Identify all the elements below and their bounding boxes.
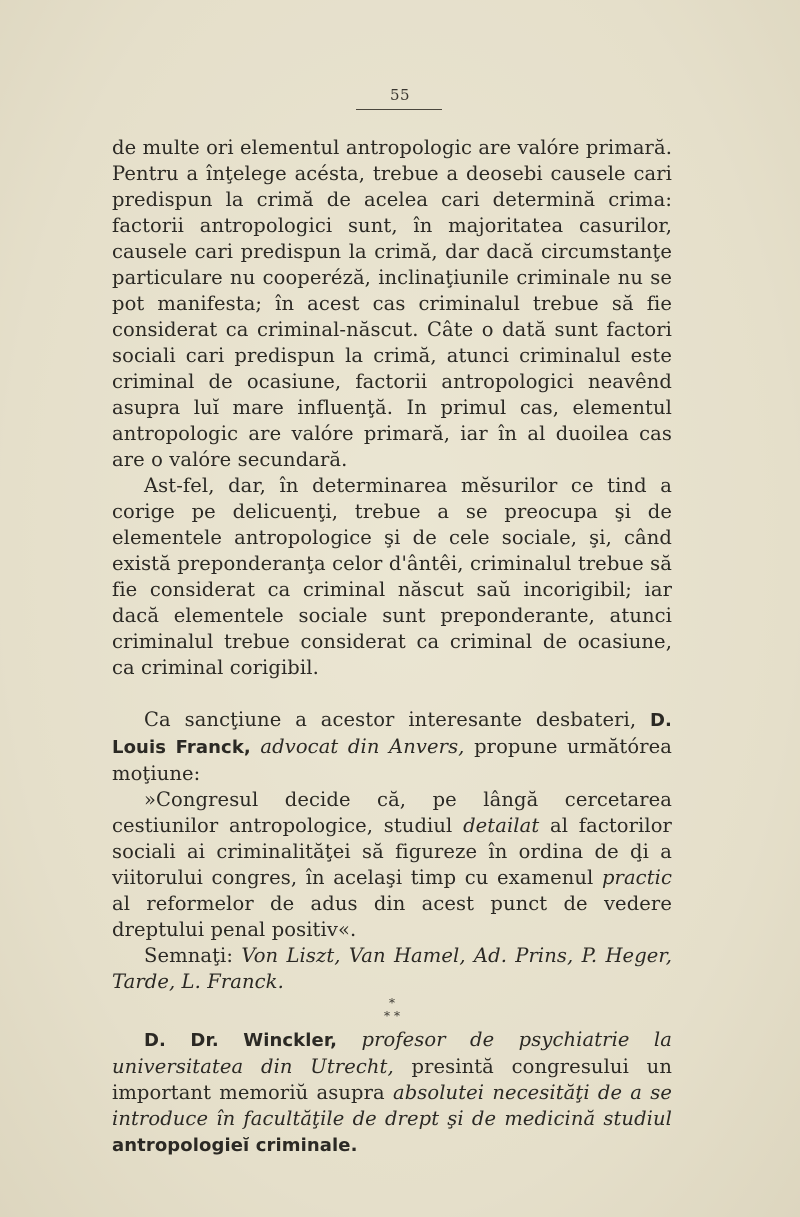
section-separator-stars <box>112 995 672 1027</box>
paragraph-2: Ast-fel, dar, în determinarea mĕsurilor ce tind a corige pe delicuenţi, trebue a se preocupa şi de elementele antropologice şi de cele sociale, şi, când există preponderanţa celor d'ântêi, criminalul trebue să fie considerat ca criminal născut saŭ incorigibil; iar dacă elementele sociale sunt preponderante, atunci criminalul trebue considerat ca criminal de ocasiune, ca criminal corigibil. <box>112 474 672 679</box>
header-rule <box>356 109 442 110</box>
winckler-text: presintă congresului un important memoriŭ asupra <box>112 1055 672 1104</box>
winckler-emphasis: absolutei necesităţi de a se introduce în facultăţile de drept şi de medicină studiul <box>112 1081 672 1130</box>
winckler-bold-end: antropologieĭ criminale. <box>112 1135 358 1156</box>
motion-text-part-b: al factorilor sociali ai criminalităţei să figureze în ordina de ḑi a viitorului congres, în acelaşi timp cu examenul <box>112 814 672 889</box>
person-name-franck: D. Louis Franck, <box>112 710 672 758</box>
motion-text-part-c: al reformelor de adus din acest punct de vedere dreptului penal positiv«. <box>112 892 672 941</box>
person-name-winckler: D. Dr. Winckler, <box>144 1030 338 1051</box>
paragraph-motion-text <box>112 787 672 943</box>
paragraph-motion-intro <box>112 707 672 787</box>
signatories-names: Von Liszt, Van Hamel, Ad. Prins, P. Heger, Tarde, L. Franck. <box>112 944 672 993</box>
star-top: * <box>388 996 396 1010</box>
paragraph-winckler <box>112 1027 672 1159</box>
paragraph-signatories <box>112 943 672 995</box>
stars-bottom: * * <box>383 1009 401 1023</box>
person-role-winckler: profesor de psychiatrie la universitatea din Utrecht, <box>112 1028 672 1078</box>
motion-intro-text: Ca sancţiune a acestor interesante desbateri, <box>144 708 637 731</box>
body-text <box>112 135 672 1159</box>
motion-text-part-a: »Congresul decide că, pe lângă cercetarea cestiunilor antropologice, studiul <box>112 788 672 837</box>
page-number: 55 <box>389 86 411 104</box>
person-role-franck: advocat din Anvers, <box>260 735 465 758</box>
motion-emphasis-1: detailat <box>463 814 540 837</box>
motion-emphasis-2: practic <box>601 866 672 889</box>
motion-intro-end: propune următórea moţiune: <box>112 735 672 785</box>
paragraph-1: de multe ori elementul antropologic are valóre primară. Pentru a înţelege acésta, trebue a deosebi causele cari predispun la crimă de acelea cari determină crima: factorii antropologici sunt, în majoritatea casurilor, causele cari predispun la crimă, dar dacă circumstanţe particulare nu cooperéză, inclinaţiunile criminale nu se pot manifesta; în acest cas criminalul trebue să fie considerat ca criminal-născut. Câte o dată sunt factori sociali cari predispun la crimă, atunci criminalul este criminal de ocasiune, factorii antropologici neavênd asupra luĭ mare influenţă. In primul cas, elementul antropologic are valóre primară, iar în al duoilea cas are o valóre secundară. <box>112 136 672 471</box>
signatories-label: Semnaţi: <box>144 944 234 967</box>
